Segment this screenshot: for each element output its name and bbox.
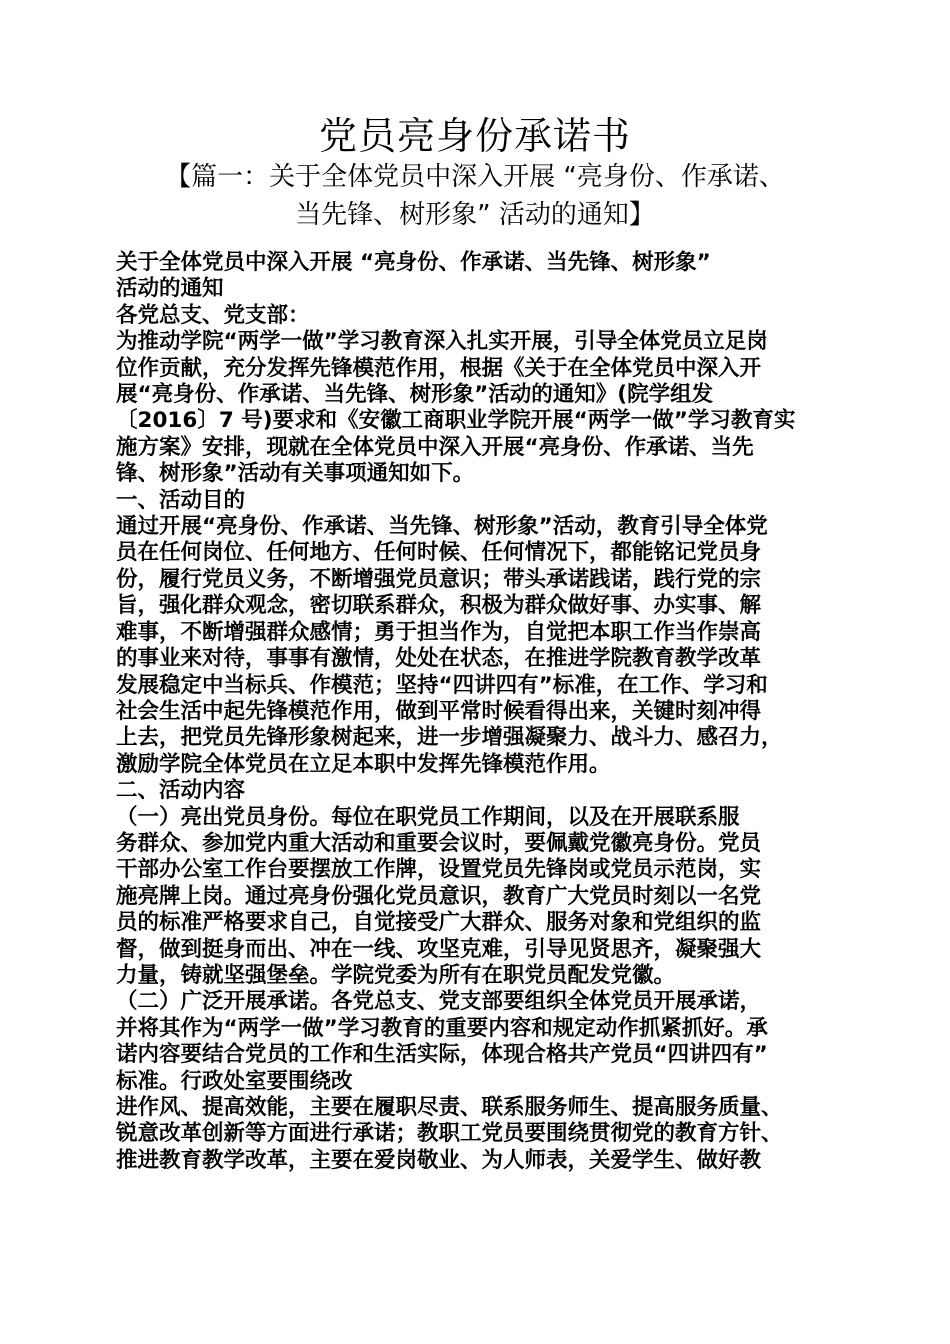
body-line: 发展稳定中当标兵、作模范；坚持“四讲四有”标准，在工作、学习和 (116, 672, 768, 698)
body-line: 旨，强化群众观念，密切联系群众，积极为群众做好事、办实事、解 (116, 593, 762, 619)
body-line: 活动的通知 (116, 276, 224, 302)
body-line: 一、活动目的 (116, 487, 246, 513)
body-line: 标准。行政处室要围绕改 (116, 1068, 353, 1094)
body-line: 激励学院全体党员在立足本职中发挥先锋模范作用。 (116, 751, 611, 777)
body-line: 务群众、参加党内重大活动和重要会议时，要佩戴党徽亮身份。党员 (116, 830, 762, 856)
body-line: 展“亮身份、作承诺、当先锋、树形象”活动的通知》(院学组发 (116, 382, 714, 408)
body-line: 诺内容要结合党员的工作和生活实际，体现合格共产党员“四讲四有” (116, 1042, 768, 1068)
body-line: 通过开展“亮身份、作承诺、当先锋、树形象”活动，教育引导全体党 (116, 514, 768, 540)
body-line: 〔2016〕7 号)要求和《安徽工商职业学院开展“两学一做”学习教育实 (116, 408, 796, 434)
body-line: 施亮牌上岗。通过亮身份强化党员意识，教育广大党员时刻以一名党 (116, 883, 762, 909)
body-line: 位作贡献，充分发挥先锋模范作用，根据《关于在全体党员中深入开 (116, 355, 762, 381)
body-line: 关于全体党员中深入开展 “亮身份、作承诺、当先锋、树形象” (116, 250, 711, 275)
body-line: 份，履行党员义务，不断增强党员意识；带头承诺践诺，践行党的宗 (116, 566, 762, 592)
body-line: 施方案》安排，现就在全体党员中深入开展“亮身份、作承诺、当先 (116, 434, 754, 460)
subtitle-line: 当先锋、树形象” 活动的通知】 (295, 200, 655, 230)
body-line: 上去，把党员先锋形象树起来，进一步增强凝聚力、战斗力、感召力， (116, 725, 783, 751)
body-line: 进作风、提高效能，主要在履职尽责、联系服务师生、提高服务质量、 (116, 1095, 783, 1120)
document-body (116, 250, 846, 1174)
body-line: 锐意改革创新等方面进行承诺；教职工党员要围绕贯彻党的教育方针、 (116, 1121, 783, 1147)
document-title: 党员亮身份承诺书 (318, 114, 631, 158)
body-line: 力量，铸就坚强堡垒。学院党委为所有在职党员配发党徽。 (116, 962, 676, 988)
body-line: 员的标准严格要求自己，自觉接受广大群众、服务对象和党组织的监 (116, 910, 762, 936)
body-line: （一）亮出党员身份。每位在职党员工作期间，以及在开展联系服 (116, 804, 740, 830)
body-line: 干部办公室工作台要摆放工作牌，设置党员先锋岗或党员示范岗，实 (116, 857, 762, 883)
body-line: 员在任何岗位、任何地方、任何时候、任何情况下，都能铭记党员身 (116, 540, 762, 566)
body-line: 社会生活中起先锋模范作用，做到平常时候看得出来，关键时刻冲得 (116, 698, 762, 724)
body-line: 各党总支、党支部： (116, 302, 310, 328)
subtitle-line: 【篇一：关于全体党员中深入开展 “亮身份、作承诺、 (165, 162, 785, 192)
document-subtitle (110, 158, 840, 234)
body-line: 二、活动内容 (116, 778, 246, 804)
body-line: 督，做到挺身而出、冲在一线、攻坚克难，引导见贤思齐，凝聚强大 (116, 936, 762, 962)
body-line: 并将其作为“两学一做”学习教育的重要内容和规定动作抓紧抓好。承 (116, 1015, 768, 1041)
body-line: 推进教育教学改革，主要在爱岗敬业、为人师表，关爱学生、做好教 (116, 1147, 762, 1173)
body-line: （二）广泛开展承诺。各党总支、党支部要组织全体党员开展承诺， (116, 989, 762, 1015)
body-line: 为推动学院“两学一做”学习教育深入扎实开展，引导全体党员立足岗 (116, 329, 768, 355)
body-line: 锋、树形象”活动有关事项通知如下。 (116, 461, 475, 487)
body-line: 的事业来对待，事事有激情，处处在状态，在推进学院教育教学改革 (116, 646, 762, 672)
body-line: 难事，不断增强群众感情；勇于担当作为，自觉把本职工作当作崇高 (116, 619, 762, 645)
